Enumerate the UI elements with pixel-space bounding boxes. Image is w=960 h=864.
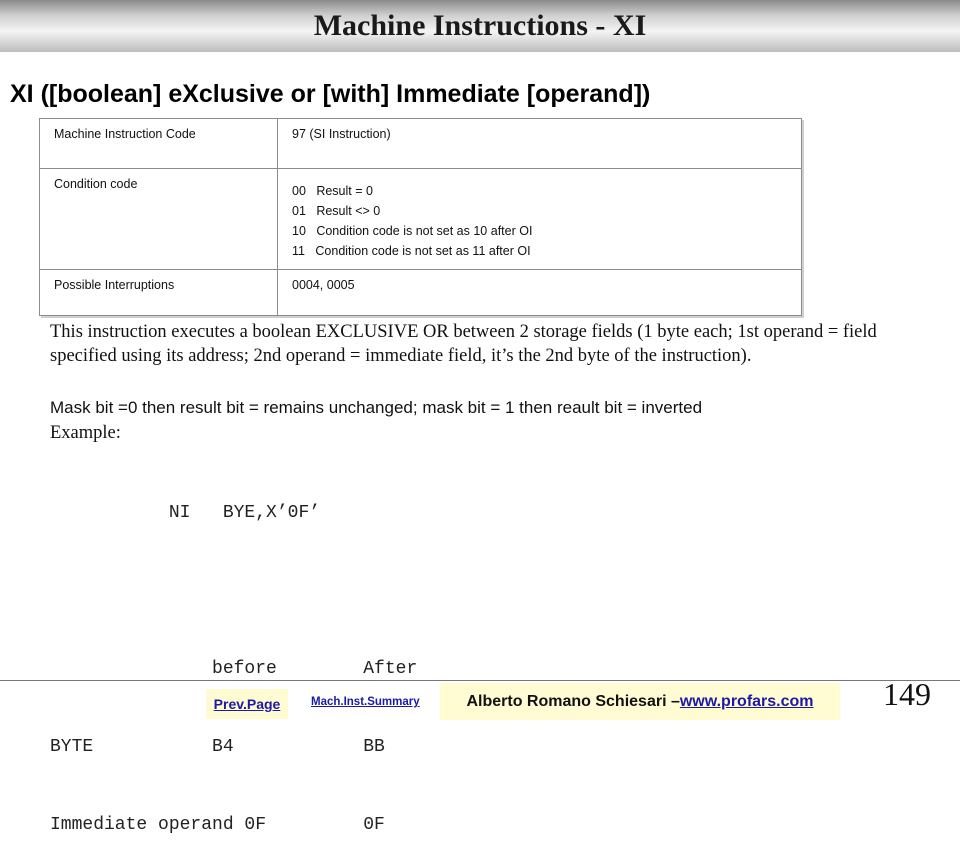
- condition-code-line: 00 Result = 0: [292, 184, 373, 198]
- code-line: NI BYE,X’0F’: [50, 503, 321, 523]
- footer-divider: [0, 680, 960, 681]
- table-value-code: 97 (SI Instruction): [278, 119, 802, 169]
- table-row: [40, 119, 802, 169]
- mask-note: Mask bit =0 then result bit = remains unchanged; mask bit = 1 then reault bit = inverted: [50, 398, 703, 417]
- condition-code-line: 11 Condition code is not set as 11 after OI: [292, 244, 531, 258]
- title-bar: [0, 0, 960, 52]
- table-value-condition-code: [278, 169, 802, 270]
- website-link[interactable]: www.profars.com: [679, 692, 814, 710]
- condition-code-line: 01 Result <> 0: [292, 204, 381, 218]
- code-line: [50, 578, 417, 604]
- code-line: BYTE B4 BB: [50, 737, 385, 757]
- table-row: [40, 169, 802, 270]
- author-name: Alberto Romano Schiesari –: [466, 692, 680, 710]
- table-label-code: Machine Instruction Code: [40, 119, 278, 169]
- prev-page-label: Prev.Page: [213, 696, 281, 712]
- table-value-interruptions: 0004, 0005: [278, 270, 802, 316]
- table-label-condition-code: Condition code: [40, 169, 278, 270]
- page-number: 149: [883, 676, 931, 712]
- condition-code-line: 10 Condition code is not set as 10 after OI: [292, 224, 533, 238]
- prev-page-button[interactable]: [206, 689, 288, 719]
- instruction-summary-link[interactable]: Mach.Inst.Summary: [311, 696, 420, 708]
- author-box: [440, 683, 840, 720]
- description-text: This instruction executes a boolean EXCLUSIVE OR between 2 storage fields (1 byte each; 1st operand = field specified using its address; 2nd operand = immediate field, it’s the 2nd byte of the instruction).: [50, 322, 877, 366]
- code-line: before After: [50, 659, 418, 679]
- table-label-interruptions: Possible Interruptions: [40, 270, 278, 316]
- slide-title: Machine Instructions - XI: [313, 9, 647, 42]
- example-label: Example:: [50, 423, 121, 443]
- instruction-heading: XI ([boolean] eXclusive or [with] Immediate [operand]): [10, 80, 651, 108]
- example-code-block: [50, 448, 417, 864]
- code-line: Immediate operand 0F 0F: [50, 815, 385, 835]
- instruction-info-table: [39, 118, 802, 316]
- table-row: [40, 270, 802, 316]
